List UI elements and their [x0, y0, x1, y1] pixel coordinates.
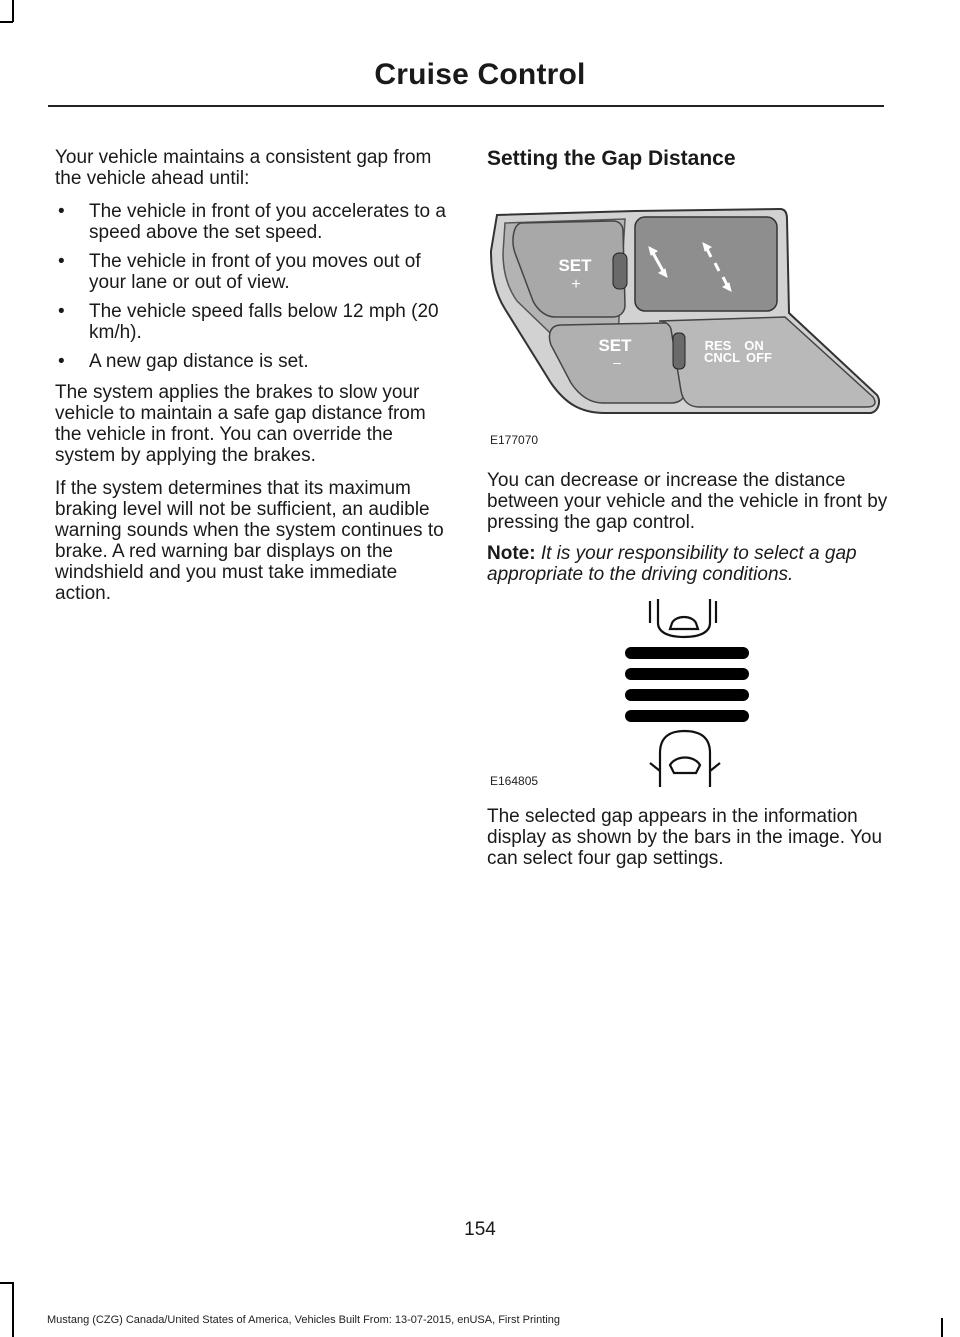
list-item-text: The vehicle speed falls below 12 mph (20 km/h).: [89, 301, 439, 343]
gap-bar: [625, 668, 749, 680]
crop-mark: [12, 0, 14, 22]
left-column: [55, 147, 450, 616]
footer-text: Mustang (CZG) Canada/United States of America, Vehicles Built From: 13-07-2015, enUSA, First Printing: [47, 1314, 560, 1326]
bullet-icon: •: [58, 301, 65, 322]
gap-distance-button: [635, 217, 777, 311]
crop-mark: [0, 21, 13, 23]
figure-code: E164805: [490, 774, 539, 788]
page-number: 154: [464, 1219, 496, 1240]
list-item-text: The vehicle in front of you moves out of your lane or out of view.: [89, 251, 421, 293]
note-text: It is your responsibility to select a gap appropriate to the driving conditions.: [487, 543, 857, 585]
note: [487, 543, 892, 585]
gap-control-paragraph: [487, 470, 892, 533]
intro-paragraph: Your vehicle maintains a consistent gap from the vehicle ahead until:: [55, 147, 432, 189]
figure-code: E177070: [490, 433, 539, 447]
bullet-icon: •: [58, 201, 65, 222]
list-item-text: The vehicle in front of you accelerates to a speed above the set speed.: [89, 201, 446, 243]
gap-bar: [625, 710, 749, 722]
paragraph-text: The selected gap appears in the information display as shown by the bars in the image. You can select four gap settings.: [487, 806, 883, 869]
own-vehicle-icon: [650, 731, 720, 787]
page-title: Cruise Control: [374, 58, 586, 91]
on-label: ON: [744, 338, 764, 353]
gap-bar: [625, 689, 749, 701]
cncl-label: CNCL: [703, 350, 741, 365]
crop-mark: [0, 1282, 13, 1284]
list-item-text: A new gap distance is set.: [89, 351, 309, 372]
set-minus-label: SET: [598, 336, 632, 355]
crop-mark: [941, 1318, 943, 1337]
gap-bars: [625, 647, 749, 722]
set-plus-label: SET: [558, 256, 592, 275]
note-paragraph: [487, 543, 892, 585]
off-label: OFF: [746, 350, 772, 365]
brake-paragraph: The system applies the brakes to slow your vehicle to maintain a safe gap distance from the vehicle in front. You can override the system by applying the brakes.: [55, 382, 426, 466]
list-item: [55, 201, 450, 243]
warning-paragraph: If the system determines that its maximum braking level will not be sufficient, an audible warning sounds when the system continues to brake. A red warning bar displays on the windshield and you must take immediate action.: [55, 478, 444, 604]
list-item: [55, 251, 450, 293]
gap-display-paragraph: [487, 806, 892, 869]
note-label: Note:: [487, 543, 536, 564]
paragraph-text: You can decrease or increase the distance between your vehicle and the vehicle in front by pressing the gap control.: [487, 470, 888, 533]
crop-mark: [12, 1282, 14, 1337]
lead-vehicle-icon: [650, 599, 716, 637]
plus-label: +: [571, 276, 581, 293]
header-divider: [48, 105, 884, 107]
minus-label: –: [613, 354, 621, 370]
steering-wheel-controls-illustration: [485, 205, 885, 425]
section-heading: Setting the Gap Distance: [487, 147, 736, 170]
list-item: [55, 301, 450, 343]
list-item: [55, 351, 450, 372]
res-label: RES: [704, 338, 732, 353]
gap-bar: [625, 647, 749, 659]
gap-setting-display-illustration: [620, 595, 760, 790]
condition-list: [55, 201, 450, 372]
bullet-icon: •: [58, 251, 65, 272]
bullet-icon: •: [58, 351, 65, 372]
